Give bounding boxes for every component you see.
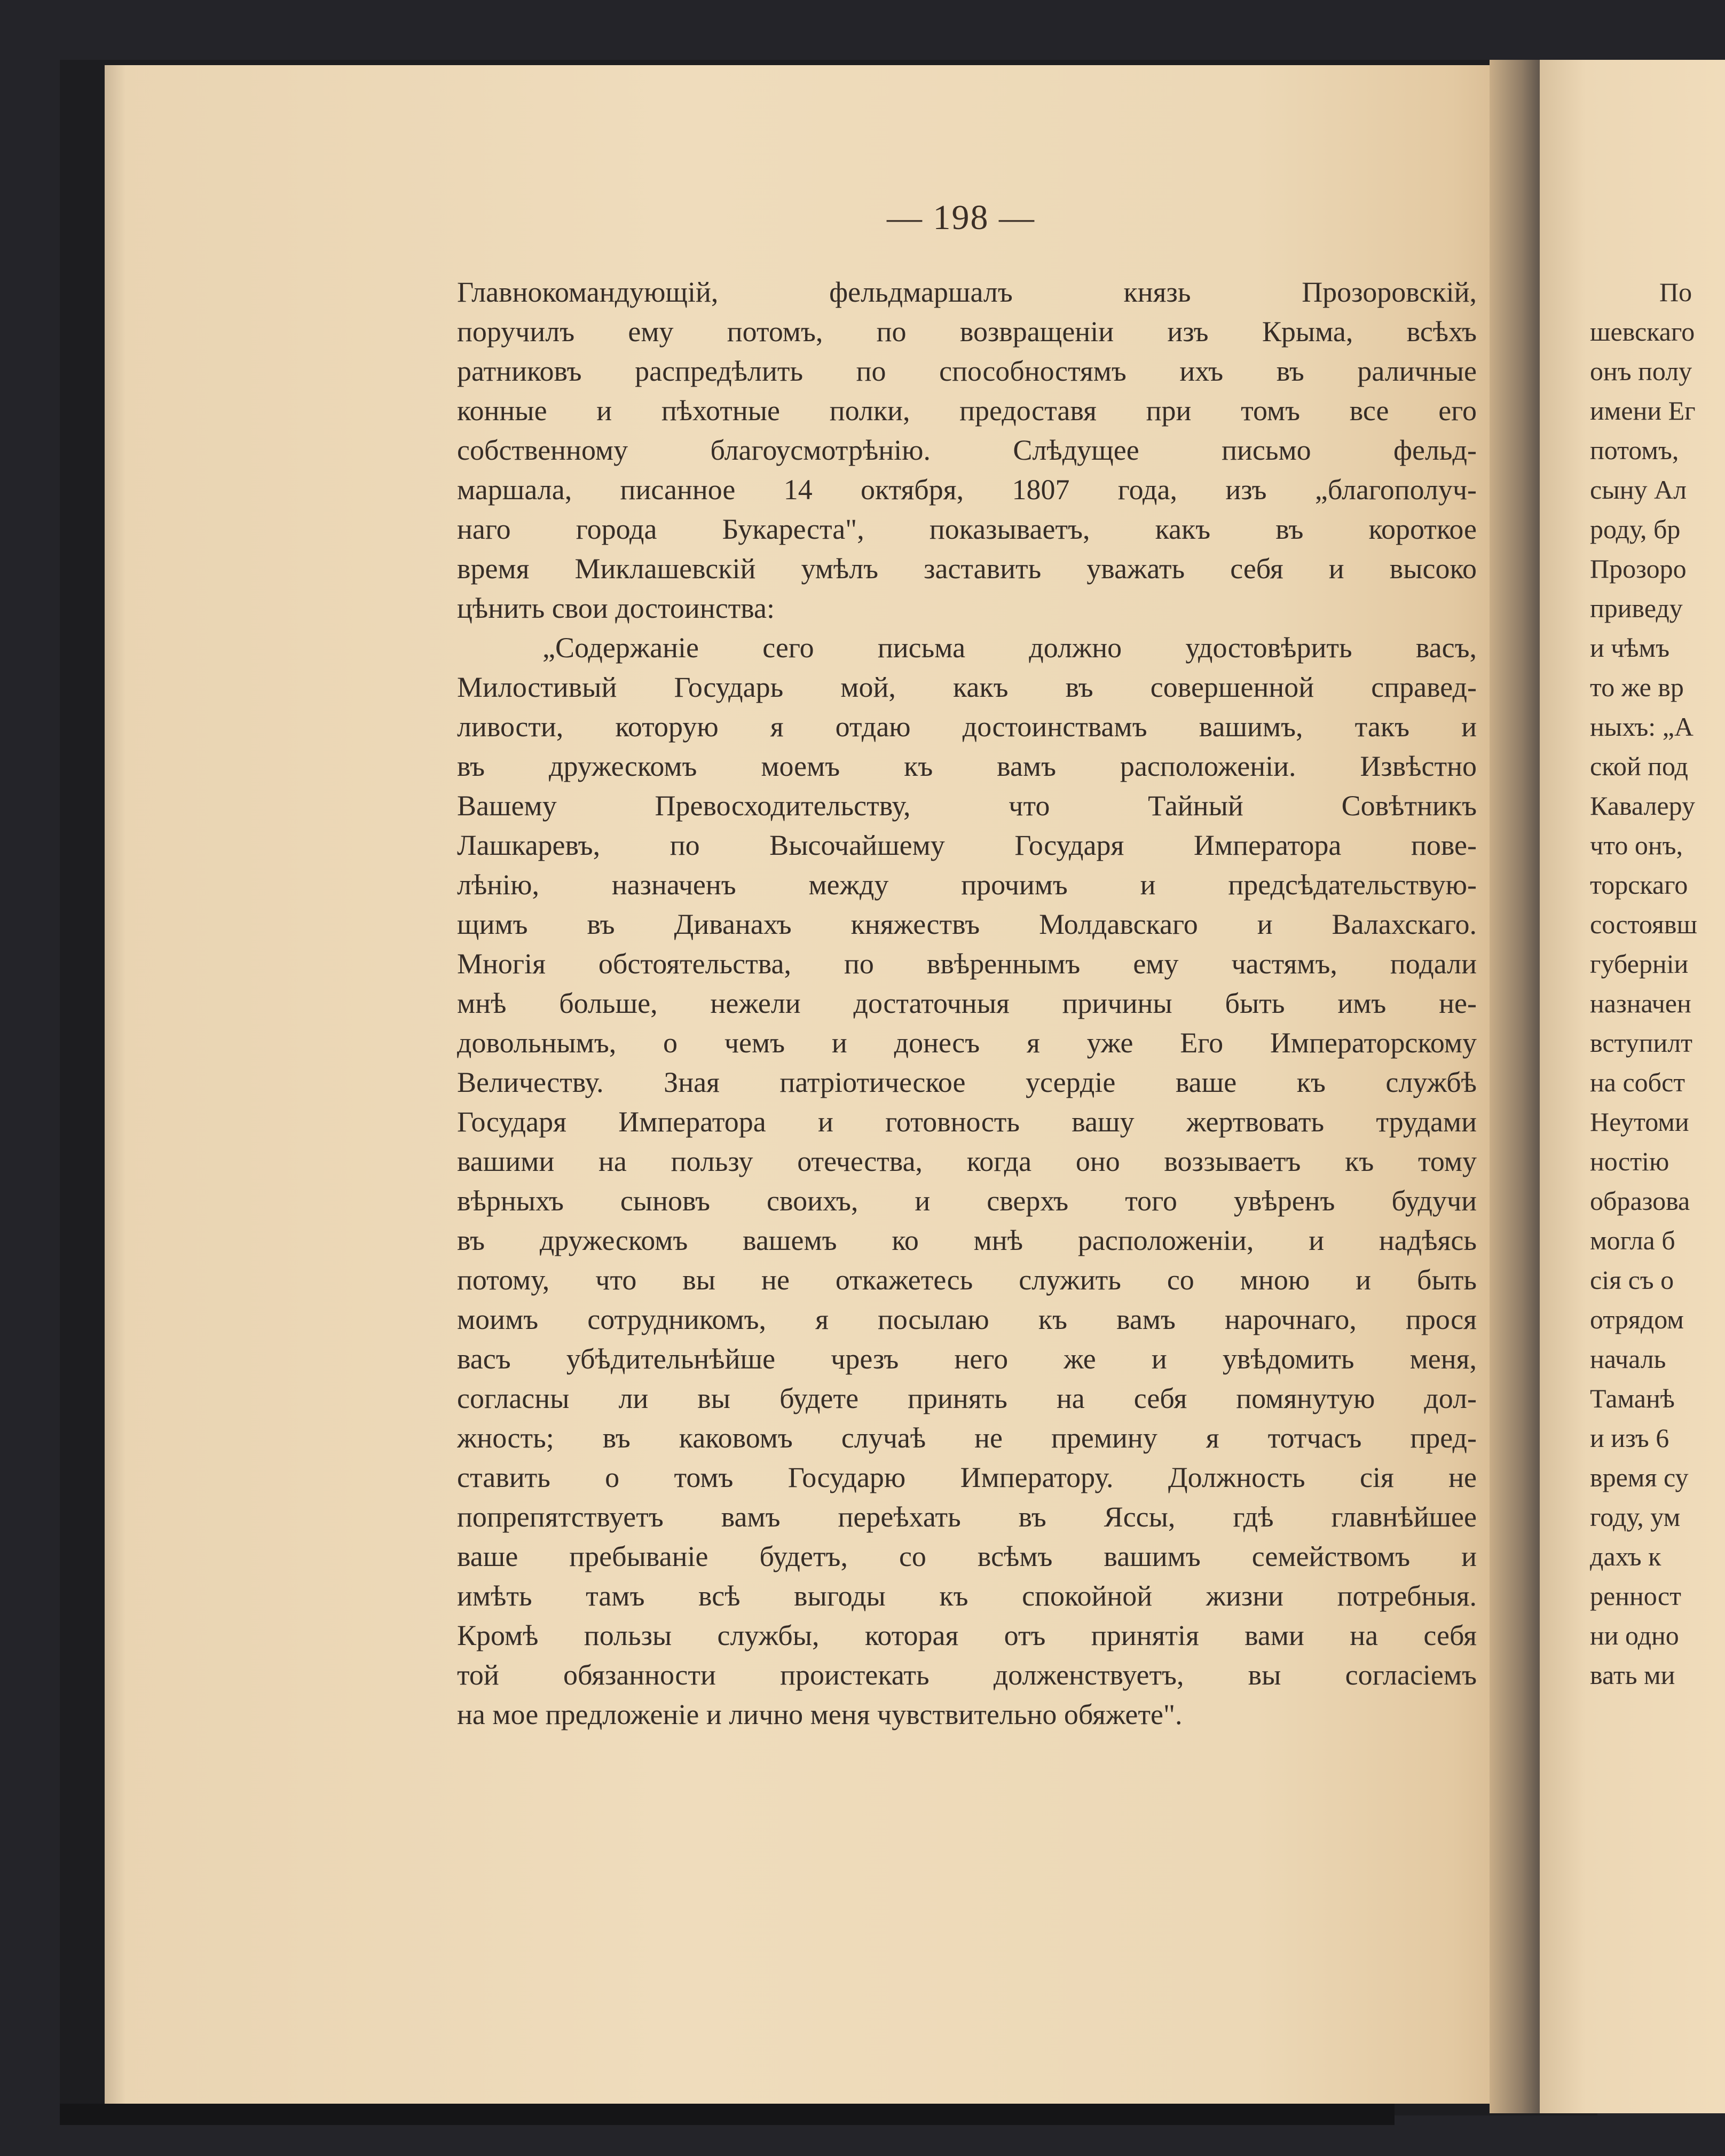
text-line: губерніи (1590, 949, 1689, 979)
text-line: Величеству. Зная патріотическое усердіе ваше къ службѣ (457, 1066, 1477, 1098)
text-line: Лашкаревъ, по Высочайшему Государя Императора пове- (457, 829, 1477, 861)
text-line: ни одно (1590, 1620, 1679, 1650)
text-line: образова (1590, 1186, 1690, 1216)
text-line: собственному благоусмотрѣнію. Слѣдущее письмо фельд- (457, 434, 1477, 466)
text-line: вать ми (1590, 1660, 1675, 1690)
text-line: Неутоми (1590, 1107, 1689, 1137)
text-line: жность; въ каковомъ случаѣ не премину я тотчасъ пред- (457, 1422, 1477, 1454)
text-line: году, ум (1590, 1502, 1681, 1532)
text-line: ской под (1590, 751, 1688, 781)
text-line: ливости, которую я отдаю достоинствамъ вашимъ, такъ и (457, 711, 1477, 743)
text-line: моимъ сотрудникомъ, я посылаю къ вамъ нарочнаго, прося (457, 1303, 1477, 1335)
text-line: шевскаго (1590, 317, 1695, 347)
text-line: ностію (1590, 1146, 1669, 1176)
text-line: на мое предложеніе и лично меня чувствительно обяжете". (457, 1698, 1183, 1730)
text-line: роду, бр (1590, 514, 1681, 544)
text-line: цѣнить свои достоинства: (457, 592, 775, 624)
text-line: Милостивый Государь мой, какъ въ совершенной справед- (457, 671, 1477, 703)
text-line: Государя Императора и готовность вашу жертвовать трудами (457, 1106, 1477, 1138)
text-line: мнѣ больше, нежели достаточныя причины быть имъ не- (457, 987, 1477, 1019)
text-line: то же вр (1590, 672, 1684, 702)
text-line: онъ полу (1590, 356, 1692, 386)
text-line: согласны ли вы будете принять на себя помянутую дол- (457, 1382, 1477, 1414)
text-line: сыну Ал (1590, 475, 1687, 505)
text-line: время Миклашевскій умѣлъ заставить уважать себя и высоко (457, 553, 1477, 585)
text-line: Прозоро (1590, 554, 1687, 584)
text-line: приведу (1590, 593, 1683, 623)
left-page-text (457, 272, 1477, 1734)
page-edge-shadow (105, 65, 126, 2104)
text-line: ваше пребываніе будетъ, со всѣмъ вашимъ семействомъ и (457, 1540, 1477, 1572)
text-line: потомъ, (1590, 435, 1679, 465)
text-line: въ дружескомъ моемъ къ вамъ расположеніи. Извѣстно (457, 750, 1477, 782)
text-line: началь (1590, 1344, 1666, 1374)
page-number: — 198 — (887, 198, 1035, 237)
text-line: время су (1590, 1462, 1689, 1492)
text-line: въ дружескомъ вашемъ ко мнѣ расположеніи, и надѣясь (457, 1224, 1477, 1256)
text-line: щимъ въ Диванахъ княжествъ Молдавскаго и Валахскаго. (457, 908, 1477, 940)
text-line: маршала, писанное 14 октября, 1807 года, изъ „благополуч- (457, 474, 1477, 506)
text-line: наго города Букареста", показываетъ, какъ въ короткое (457, 513, 1477, 545)
text-line: что онъ, (1590, 830, 1683, 860)
text-line: отрядом (1590, 1304, 1684, 1334)
text-line: конные и пѣхотные полки, предоставя при томъ все его (457, 395, 1477, 427)
text-line: имѣть тамъ всѣ выгоды къ спокойной жизни потребныя. (457, 1580, 1477, 1612)
text-line: Многія обстоятельства, по ввѣреннымъ ему частямъ, подали (457, 948, 1477, 980)
text-line: могла б (1590, 1225, 1675, 1255)
text-line: и изъ 6 (1590, 1423, 1669, 1453)
text-line: потому, что вы не откажетесь служить со мною и быть (457, 1264, 1477, 1296)
text-line: лѣнію, назначенъ между прочимъ и предсѣдательствую- (457, 869, 1477, 901)
text-line: Таманѣ (1590, 1383, 1675, 1413)
text-line: вѣрныхъ сыновъ своихъ, и сверхъ того увѣренъ будучи (457, 1185, 1477, 1217)
text-line: сія съ о (1590, 1265, 1674, 1295)
text-line: ратниковъ распредѣлить по способностямъ ихъ въ раличные (457, 355, 1477, 387)
text-line: ренност (1590, 1581, 1681, 1611)
text-line: васъ убѣдительнѣйше чрезъ него же и увѣдомить меня, (457, 1343, 1477, 1375)
bottom-shadow (60, 2104, 1395, 2125)
text-line: вашими на пользу отечества, когда оно воззываетъ къ тому (457, 1145, 1477, 1177)
text-line: попрепятствуетъ вамъ переѣхать въ Яссы, гдѣ главнѣйшее (457, 1501, 1477, 1533)
text-line: Вашему Превосходительству, что Тайный Совѣтникъ (457, 790, 1477, 822)
text-line: назначен (1590, 988, 1691, 1018)
text-line: поручилъ ему потомъ, по возвращеніи изъ Крыма, всѣхъ (457, 316, 1477, 348)
text-line: ставить о томъ Государю Императору. Должность сія не (457, 1461, 1477, 1493)
text-line: вступилт (1590, 1028, 1693, 1058)
text-line: на собст (1590, 1067, 1685, 1097)
text-line: и чѣмъ (1590, 633, 1670, 663)
text-line: довольнымъ, о чемъ и донесъ я уже Его Императорскому (457, 1027, 1477, 1059)
text-line: состоявш (1590, 909, 1697, 939)
text-line: Кавалеру (1590, 791, 1695, 821)
text-line: „Содержаніе сего письма должно удостовѣрить васъ, (542, 632, 1477, 664)
text-line: той обязанности проистекать долженствуетъ, вы согласіемъ (457, 1659, 1477, 1691)
right-page-text (1590, 272, 1725, 1695)
text-line: ныхъ: „А (1590, 712, 1694, 742)
text-line: дахъ к (1590, 1541, 1661, 1571)
text-line: По (1659, 277, 1692, 307)
text-line: Кромѣ пользы службы, которая отъ принятія вами на себя (457, 1619, 1477, 1651)
text-line: Главнокомандующій, фельдмаршалъ князь Прозоровскій, (457, 276, 1477, 308)
text-line: имени Ег (1590, 396, 1696, 426)
text-line: торскаго (1590, 870, 1688, 900)
